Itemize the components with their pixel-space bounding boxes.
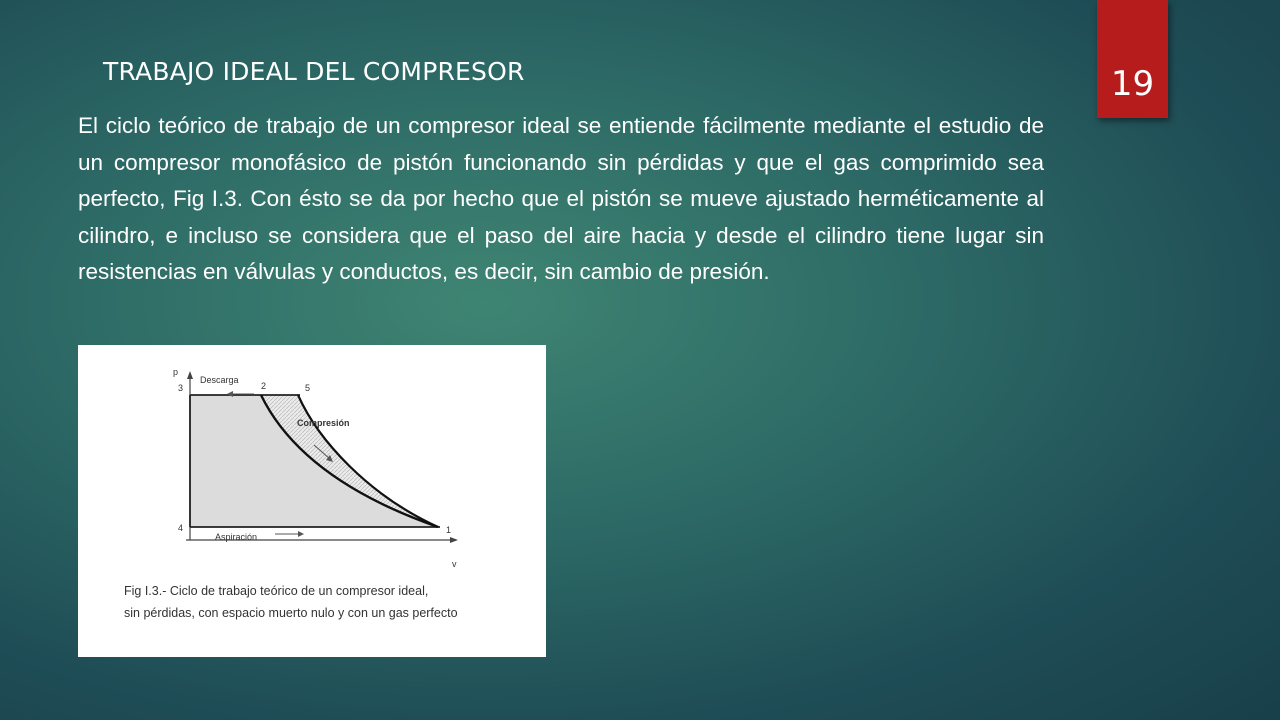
figure-caption-line-1: Fig I.3.- Ciclo de trabajo teórico de un compresor ideal, — [124, 584, 429, 598]
figure-caption-line-2: sin pérdidas, con espacio muerto nulo y con un gas perfecto — [124, 606, 458, 620]
aspiracion-label: Aspiración — [215, 532, 258, 542]
axis-label-p: p — [173, 367, 179, 377]
p-axis-arrow — [187, 371, 193, 379]
point-label-2: 2 — [261, 381, 267, 391]
point-label-5: 5 — [305, 383, 311, 393]
figure-pv-diagram — [78, 345, 546, 657]
compresion-label: Compresión — [297, 418, 350, 428]
point-label-3: 3 — [178, 383, 184, 393]
aspiracion-arrowhead — [298, 531, 304, 537]
axis-label-v: v — [452, 559, 457, 569]
v-axis-arrow — [450, 537, 458, 543]
point-label-1: 1 — [446, 525, 452, 535]
pv-diagram-svg — [78, 345, 546, 657]
body-paragraph: El ciclo teórico de trabajo de un compresor ideal se entiende fácilmente mediante el estudio de un compresor monofásico de pistón funcionando sin pérdidas y que el gas comprimido sea perfecto, Fig I.3. Con ésto se da por hecho que el pistón se mueve ajustado herméticamente al cilindro, e incluso se considera que el paso del aire hacia y desde el cilindro tiene lugar sin resistencias en válvulas y conductos, es decir, sin cambio de presión. — [78, 113, 1044, 284]
slide-title: TRABAJO IDEAL DEL COMPRESOR — [103, 57, 525, 86]
page-number: 19 — [1110, 64, 1155, 104]
point-label-4: 4 — [178, 523, 184, 533]
descarga-label: Descarga — [200, 375, 239, 385]
